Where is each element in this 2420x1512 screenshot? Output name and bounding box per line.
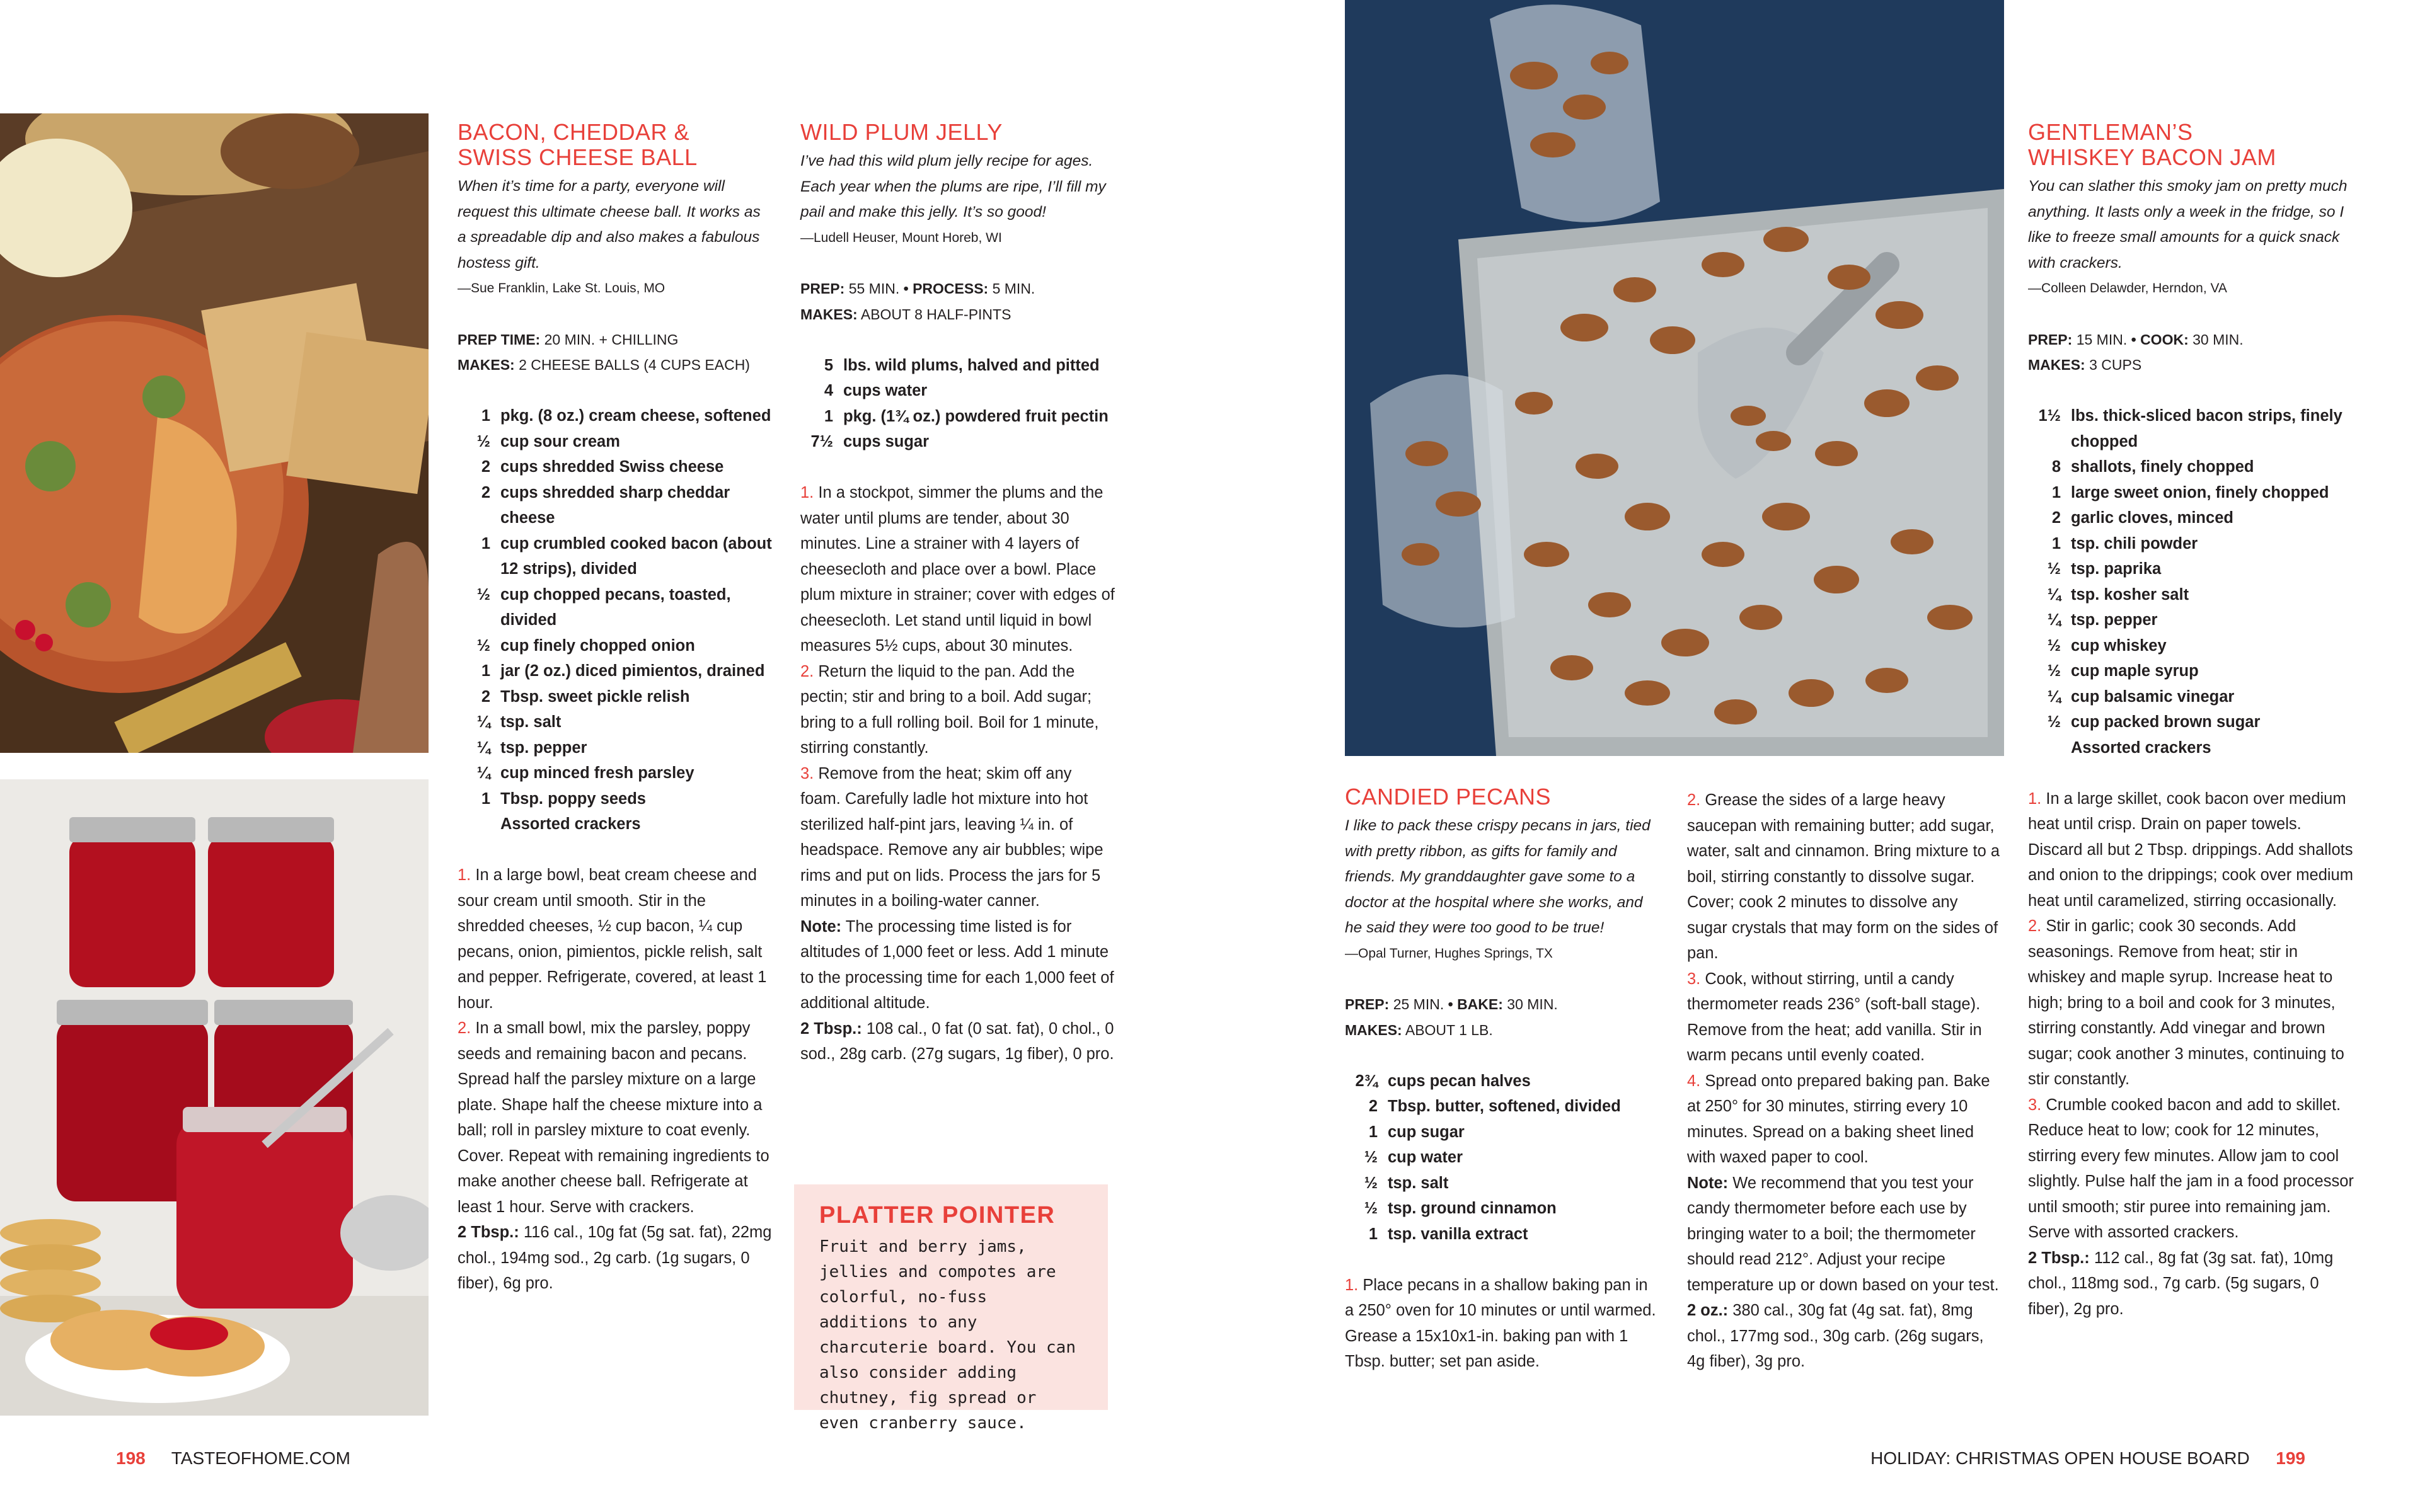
ingredient-quantity: ¼ <box>2047 585 2061 604</box>
ingredient-text: lbs. thick-sliced bacon strips, finely chopped <box>2071 407 2342 450</box>
step-number: 2. <box>1687 791 1701 809</box>
ingredient-item <box>2028 633 2356 659</box>
ingredient-quantity: ½ <box>476 636 490 655</box>
ingredient-quantity: 2 <box>481 458 490 476</box>
step-text: In a large skillet, cook bacon over medium heat until crisp. Drain on paper towels. Discard all but 2 Tbsp. drippings. Add shallots and onion to the drippings; cook over medium heat until caramelized, stirring occasionally. <box>2028 789 2353 910</box>
ingredient-quantity: 2 <box>481 687 490 706</box>
ingredient-quantity: ¼ <box>2047 611 2061 629</box>
ingredient-quantity: 2¾ <box>1355 1072 1378 1090</box>
step-number: 3. <box>800 764 814 782</box>
ingredient-item <box>2028 735 2356 761</box>
ingredient-text: Tbsp. sweet pickle relish <box>500 687 690 706</box>
bacon-jam-title-line-1: GENTLEMAN’S <box>2028 119 2193 145</box>
ingredient-quantity: ¼ <box>476 713 490 731</box>
candied-pecans-yield: MAKES: ABOUT 1 LB. <box>1345 1021 1493 1038</box>
ingredient-quantity: 1 <box>2051 483 2061 501</box>
ingredient-item <box>458 658 773 684</box>
ingredient-item <box>2028 454 2356 480</box>
cheese-ball-photo <box>0 113 429 753</box>
ingredient-quantity: ½ <box>1364 1148 1378 1166</box>
cheese-ball-title-line-1: BACON, CHEDDAR & <box>458 119 690 145</box>
ingredient-quantity: 5 <box>824 356 833 374</box>
step-text: Grease the sides of a large heavy saucepan with remaining butter; add sugar, water, salt and cinnamon. Bring mixture to a boil, stirring constantly to dissolve sugar. Cover; cook 2 minutes to dissolve any sugar crystals that may form on the sides of pan. <box>1687 791 2000 962</box>
ingredient-text: cup finely chopped onion <box>500 636 695 655</box>
ingredient-text: tsp. pepper <box>500 738 587 757</box>
ingredient-text: tsp. chili powder <box>2071 534 2198 553</box>
plum-jelly-note: Note: The processing time listed is for altitudes of 1,000 feet or less. Add 1 minute to the processing time for each 1,000 feet of additional altitude. <box>800 917 1114 1012</box>
cheese-ball-yield: MAKES: 2 CHEESE BALLS (4 CUPS EACH) <box>458 357 750 373</box>
ingredient-quantity: 2 <box>481 483 490 501</box>
step-number: 2. <box>2028 917 2042 935</box>
footer-right <box>1870 1448 2305 1469</box>
ingredient-item <box>458 760 773 786</box>
ingredient-item <box>800 429 1115 455</box>
ingredient-quantity: 4 <box>824 382 833 399</box>
bacon-jam-title-line-2: WHISKEY BACON JAM <box>2028 144 2276 170</box>
ingredient-quantity: 2 <box>1368 1097 1378 1115</box>
ingredient-quantity: 1 <box>824 407 833 425</box>
ingredient-text: cup minced fresh parsley <box>500 764 694 782</box>
step-number: 2. <box>800 662 814 680</box>
ingredient-quantity: 1 <box>481 789 490 808</box>
ingredient-item <box>458 633 773 659</box>
ingredient-item <box>2028 684 2356 710</box>
ingredient-item <box>2028 505 2356 531</box>
plum-jelly-yield: MAKES: ABOUT 8 HALF-PINTS <box>800 306 1011 323</box>
recipe-step <box>458 862 773 1016</box>
step-text: In a small bowl, mix the parsley, poppy seeds and remaining bacon and pecans. Spread half the parsley mixture on a large plate. Shape half the cheese mixture into a ball; roll in parsley mixture to coat evenly. Cover. Repeat with remaining ingredients to make another cheese ball. Refrigerate at least 1 hour. Serve with crackers. <box>458 1019 769 1216</box>
recipe-step <box>2028 786 2356 914</box>
recipe-step <box>1687 1068 2002 1171</box>
ingredient-text: tsp. kosher salt <box>2071 585 2189 604</box>
bacon-jam-byline: —Colleen Delawder, Herndon, VA <box>2028 281 2227 295</box>
ingredient-text: tsp. pepper <box>2071 611 2158 629</box>
cheese-ball-recipe <box>458 120 773 1297</box>
footer-left <box>116 1448 350 1469</box>
cheese-ball-title-line-2: SWISS CHEESE BALL <box>458 144 698 170</box>
cheese-ball-nutrition: 2 Tbsp.: 116 cal., 10g fat (5g sat. fat), 22mg chol., 194mg sod., 2g carb. (1g sugars, 0 fiber), 6g pro. <box>458 1223 772 1292</box>
ingredient-item <box>800 404 1115 430</box>
recipe-step <box>1687 788 2002 966</box>
plum-jelly-nutrition: 2 Tbsp.: 108 cal., 0 fat (0 sat. fat), 0 chol., 0 sod., 28g carb. (27g sugars, 1g fiber), 0 pro. <box>800 1019 1114 1063</box>
platter-pointer-box <box>794 1184 1108 1433</box>
recipe-step <box>800 659 1115 761</box>
ingredient-quantity: ½ <box>476 585 490 604</box>
ingredient-quantity: 7½ <box>810 433 833 450</box>
ingredient-text: Assorted crackers <box>500 815 641 833</box>
ingredient-quantity: ½ <box>2047 560 2061 578</box>
ingredient-quantity: ½ <box>1364 1200 1378 1217</box>
ingredient-item <box>2028 709 2356 735</box>
ingredient-quantity: 1 <box>481 662 490 680</box>
ingredient-item <box>1345 1068 1660 1094</box>
ingredient-item <box>458 786 773 812</box>
bacon-jam-times: PREP: 15 MIN. • COOK: 30 MIN. <box>2028 331 2244 348</box>
ingredient-item <box>458 531 773 582</box>
ingredient-item <box>2028 480 2356 506</box>
ingredient-item <box>458 429 773 455</box>
cheese-ball-prep-time: PREP TIME: 20 MIN. + CHILLING <box>458 331 679 348</box>
step-number: 1. <box>1345 1276 1359 1294</box>
step-text: Spread onto prepared baking pan. Bake at 250° for 30 minutes, stirring every 10 minutes. Spread on a baking sheet lined with waxed paper to cool. <box>1687 1072 1990 1166</box>
ingredient-quantity: 1 <box>1368 1225 1378 1243</box>
ingredient-text: pkg. (1¾ oz.) powdered fruit pectin <box>843 407 1109 425</box>
step-number: 4. <box>1687 1072 1701 1090</box>
ingredient-quantity: ½ <box>2047 636 2061 655</box>
ingredient-text: cup balsamic vinegar <box>2071 687 2235 706</box>
ingredient-item <box>458 811 773 837</box>
cheese-ball-title <box>458 120 773 170</box>
plum-jelly-times: PREP: 55 MIN. • PROCESS: 5 MIN. <box>800 280 1035 297</box>
plum-jelly-intro: I’ve had this wild plum jelly recipe for ages. Each year when the plums are ripe, I’ll fill my pail and make this jelly. It’s so good! <box>800 152 1106 220</box>
ingredient-text: cup packed brown sugar <box>2071 713 2261 731</box>
candied-pecans-ingredients <box>1345 1068 1660 1247</box>
cheese-ball-byline: —Sue Franklin, Lake St. Louis, MO <box>458 281 666 295</box>
platter-pointer-title: PLATTER POINTER <box>819 1202 1056 1228</box>
bacon-jam-yield: MAKES: 3 CUPS <box>2028 357 2142 373</box>
ingredient-text: cup sour cream <box>500 432 620 450</box>
ingredient-item <box>458 709 773 735</box>
ingredient-quantity: 1 <box>481 534 490 553</box>
candied-pecans-continued <box>1687 788 2002 1375</box>
plum-jelly-recipe <box>800 120 1115 1067</box>
ingredient-quantity: ½ <box>476 432 490 450</box>
step-text: In a large bowl, beat cream cheese and sour cream until smooth. Stir in the shredded cheeses, ½ cup bacon, ¼ cup pecans, onion, pimientos, pickle relish, salt and pepper. Refrigerate, covered, at least 1 hour. <box>458 866 767 1012</box>
ingredient-text: cup sugar <box>1388 1123 1465 1141</box>
ingredient-item <box>458 735 773 761</box>
ingredient-quantity: ½ <box>1364 1174 1378 1192</box>
step-number: 1. <box>458 866 471 884</box>
ingredient-text: cup whiskey <box>2071 636 2167 655</box>
candied-pecans-byline: —Opal Turner, Hughes Springs, TX <box>1345 946 1553 961</box>
ingredient-item <box>800 378 1115 404</box>
ingredient-text: tsp. salt <box>500 713 562 731</box>
ingredient-text: tsp. vanilla extract <box>1388 1225 1528 1243</box>
bacon-jam-nutrition: 2 Tbsp.: 112 cal., 8g fat (3g sat. fat), 10mg chol., 118mg sod., 7g carb. (5g sugars, 0 fiber), 2g pro. <box>2028 1249 2334 1318</box>
ingredient-quantity: ¼ <box>476 764 490 782</box>
ingredient-text: tsp. ground cinnamon <box>1388 1200 1557 1217</box>
candied-pecans-photo <box>1345 0 2004 756</box>
step-number: 3. <box>2028 1096 2042 1114</box>
ingredient-quantity: 8 <box>2051 458 2061 476</box>
ingredient-item <box>1345 1120 1660 1145</box>
candied-pecans-intro: I like to pack these crispy pecans in jars, tied with pretty ribbon, as gifts for family and friends. My granddaughter gave some to a doctor at the hospital where she works, and he said they were too good to be true! <box>1345 817 1651 936</box>
ingredient-text: tsp. paprika <box>2071 560 2162 578</box>
ingredient-item <box>1345 1094 1660 1120</box>
ingredient-quantity: 1 <box>2051 534 2061 553</box>
step-number: 1. <box>800 484 814 501</box>
ingredient-text: garlic cloves, minced <box>2071 509 2233 527</box>
ingredient-text: shallots, finely chopped <box>2071 458 2254 476</box>
ingredient-text: cup crumbled cooked bacon (about 12 strips), divided <box>500 534 772 578</box>
ingredient-quantity: ¼ <box>2047 687 2061 706</box>
candied-pecans-recipe <box>1345 784 1660 1375</box>
step-text: Return the liquid to the pan. Add the pectin; stir and bring to a boil. Add sugar; bring to a full rolling boil. Boil for 1 minute, stirring constantly. <box>800 662 1099 757</box>
recipe-step <box>1345 1273 1660 1375</box>
ingredient-text: cups sugar <box>843 433 930 450</box>
candied-pecans-nutrition: 2 oz.: 380 cal., 30g fat (4g sat. fat), 8mg chol., 177mg sod., 30g carb. (26g sugars, 4g fiber), 3g pro. <box>1687 1302 1984 1370</box>
site-name: TASTEOFHOME.COM <box>171 1448 350 1468</box>
ingredient-item <box>458 480 773 531</box>
ingredient-text: cup maple syrup <box>2071 662 2199 680</box>
step-text: Place pecans in a shallow baking pan in a 250° oven for 10 minutes or until warmed. Grease a 15x10x1-in. baking pan with 1 Tbsp. butter; set pan aside. <box>1345 1276 1656 1370</box>
candied-pecans-note: Note: We recommend that you test your candy thermometer before each use by bringing water to a boil; the thermometer should read 212°. Adjust your recipe temperature up or down based on your test. <box>1687 1174 1999 1294</box>
ingredient-text: cups pecan halves <box>1388 1072 1531 1090</box>
plum-jelly-byline: —Ludell Heuser, Mount Horeb, WI <box>800 230 1002 245</box>
candied-pecans-steps-a <box>1345 1273 1660 1375</box>
ingredient-item <box>2028 607 2356 633</box>
right-page-number: 199 <box>2276 1448 2305 1468</box>
recipe-step <box>800 480 1115 659</box>
ingredient-item <box>2028 531 2356 557</box>
step-text: Remove from the heat; skim off any foam. Carefully ladle hot mixture into hot sterilized half-pint jars, leaving ¼ in. of headspace. Remove any air bubbles; wipe rims and put on lids. Process the jars for 5 minutes in a boiling-water canner. <box>800 764 1103 910</box>
candied-pecans-title: CANDIED PECANS <box>1345 784 1552 810</box>
ingredient-item <box>2028 658 2356 684</box>
ingredient-item <box>1345 1171 1660 1196</box>
ingredient-text: cup chopped pecans, toasted, divided <box>500 585 731 629</box>
platter-pointer-text: Fruit and berry jams, jellies and compotes are colorful, no-fuss additions to any charcuterie board. You can also consider adding chutney, fig spread or even cranberry sauce. <box>819 1237 1076 1433</box>
ingredient-text: tsp. salt <box>1388 1174 1449 1192</box>
left-page-number: 198 <box>116 1448 146 1468</box>
candied-pecans-times: PREP: 25 MIN. • BAKE: 30 MIN. <box>1345 996 1558 1012</box>
ingredient-quantity: ½ <box>2047 713 2061 731</box>
recipe-step <box>2028 914 2356 1092</box>
ingredient-quantity: 1½ <box>2038 407 2061 425</box>
recipe-step <box>458 1016 773 1220</box>
ingredient-text: pkg. (8 oz.) cream cheese, softened <box>500 407 771 425</box>
ingredient-item <box>1345 1222 1660 1247</box>
step-number: 3. <box>1687 970 1701 988</box>
step-number: 1. <box>2028 789 2042 808</box>
bacon-jam-ingredients <box>2028 403 2356 760</box>
ingredient-item <box>2028 582 2356 608</box>
ingredient-text: cups water <box>843 382 928 399</box>
candied-pecans-steps-b <box>1687 788 2002 1171</box>
recipe-step <box>2028 1092 2356 1246</box>
ingredient-text: cups shredded Swiss cheese <box>500 458 724 476</box>
cheese-ball-steps <box>458 862 773 1220</box>
ingredient-item <box>1345 1145 1660 1171</box>
section-name: HOLIDAY: CHRISTMAS OPEN HOUSE BOARD <box>1870 1448 2250 1468</box>
ingredient-quantity: ¼ <box>476 738 490 757</box>
ingredient-item <box>458 454 773 480</box>
recipe-step <box>800 761 1115 914</box>
step-text: Cook, without stirring, until a candy thermometer reads 236° (soft-ball stage). Remove from the heat; add vanilla. Stir in warm pecans until evenly coated. <box>1687 970 1982 1064</box>
ingredient-quantity: 2 <box>2051 509 2061 527</box>
plum-jelly-ingredients <box>800 353 1115 455</box>
ingredient-item <box>458 582 773 633</box>
ingredient-item <box>2028 556 2356 582</box>
ingredient-text: lbs. wild plums, halved and pitted <box>843 356 1100 374</box>
bacon-jam-recipe <box>2028 120 2356 1322</box>
step-text: Crumble cooked bacon and add to skillet. Reduce heat to low; cook for 12 minutes, stirring every few minutes. Allow jam to cool slightly. Pulse half the jam in a food processor until smooth; stir puree into remaining jam. Serve with assorted crackers. <box>2028 1096 2354 1241</box>
ingredient-item <box>800 353 1115 379</box>
bacon-jam-intro: You can slather this smoky jam on pretty much anything. It lasts only a week in the fridge, so I like to freeze small amounts for a quick snack with crackers. <box>2028 178 2348 272</box>
ingredient-text: Tbsp. butter, softened, divided <box>1388 1097 1621 1115</box>
step-number: 2. <box>458 1019 471 1037</box>
ingredient-item <box>458 403 773 429</box>
ingredient-quantity: ½ <box>2047 662 2061 680</box>
ingredient-text: Assorted crackers <box>2071 738 2211 757</box>
cheese-ball-ingredients <box>458 403 773 837</box>
plum-jelly-photo <box>0 779 429 1416</box>
plum-jelly-title: WILD PLUM JELLY <box>800 119 1003 145</box>
ingredient-quantity: 1 <box>481 407 490 425</box>
cheese-ball-intro: When it’s time for a party, everyone will request this ultimate cheese ball. It works as a spreadable dip and also makes a fabulous hostess gift. <box>458 178 761 272</box>
ingredient-item <box>458 684 773 710</box>
step-text: Stir in garlic; cook 30 seconds. Add seasonings. Remove from heat; stir in whiskey and maple syrup. Increase heat to high; bring to a boil and cook for 3 minutes, stirring constantly. Add vinegar and brown sugar; cook another 3 minutes, continuing to stir constantly. <box>2028 917 2344 1088</box>
ingredient-text: cups shredded sharp cheddar cheese <box>500 483 730 527</box>
ingredient-text: Tbsp. poppy seeds <box>500 789 646 808</box>
plum-jelly-steps <box>800 480 1115 914</box>
bacon-jam-steps <box>2028 786 2356 1246</box>
ingredient-item <box>2028 403 2356 454</box>
bacon-jam-title <box>2028 120 2356 170</box>
ingredient-quantity: 1 <box>1368 1123 1378 1141</box>
step-text: In a stockpot, simmer the plums and the water until plums are tender, about 30 minutes. Line a strainer with 4 layers of cheesecloth and place over a bowl. Place plum mixture in strainer; cover with edges of cheesecloth. Let stand until liquid in bowl measures 5½ cups, about 30 minutes. <box>800 484 1115 655</box>
ingredient-text: large sweet onion, finely chopped <box>2071 483 2329 501</box>
recipe-step <box>1687 966 2002 1068</box>
ingredient-text: jar (2 oz.) diced pimientos, drained <box>500 662 765 680</box>
ingredient-text: cup water <box>1388 1148 1463 1166</box>
ingredient-item <box>1345 1196 1660 1222</box>
